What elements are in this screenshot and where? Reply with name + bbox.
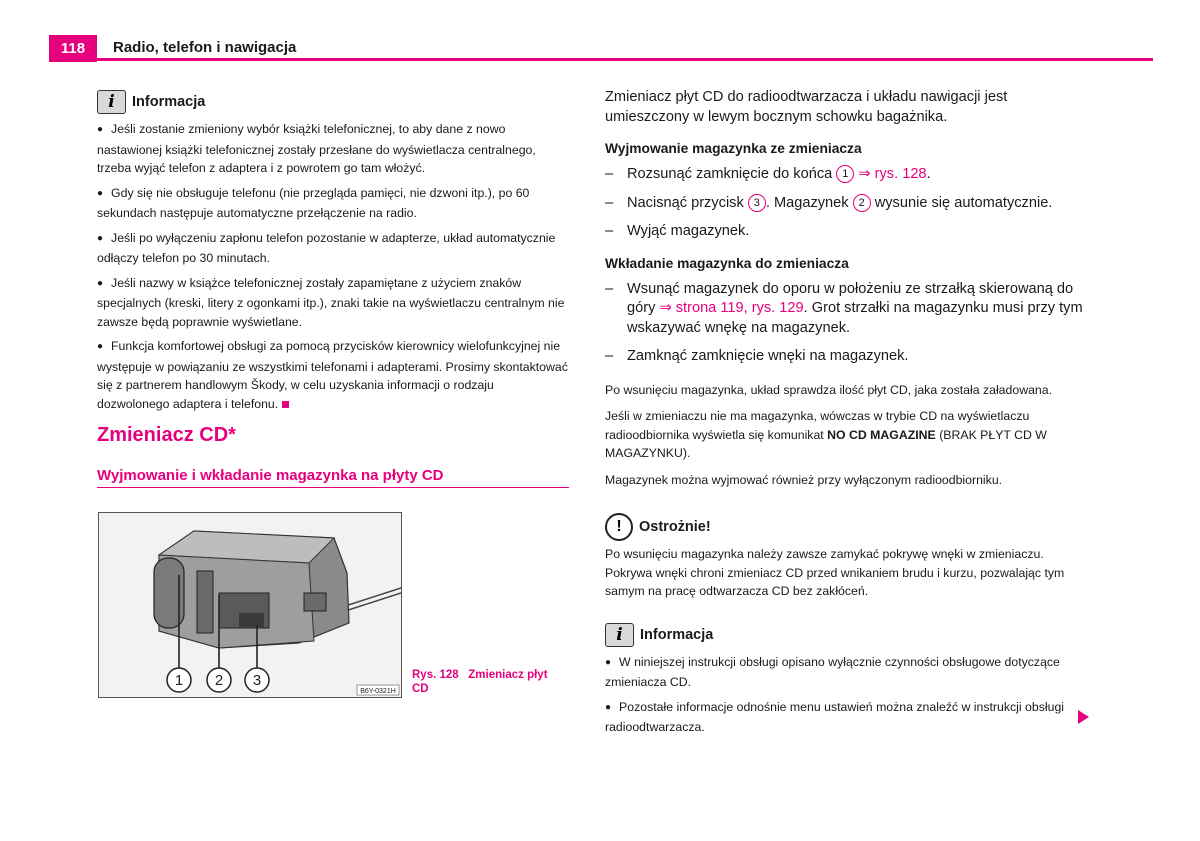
insert-step-1: – Wsunąć magazynek do oporu w położeniu ze strzałką skierowaną do góry ⇒ strona 119, rys. 129. Grot strzałki na magazynku musi przy tym wskazywać wnękę na magazynek.	[605, 280, 1083, 336]
subsection-title: Wyjmowanie i wkładanie magazynka na płyty CD	[97, 467, 444, 484]
paragraph-remove: Magazynek można wyjmować również przy wyłączonym radioodbiorniku.	[605, 472, 1003, 487]
insert-step-2: – Zamknąć zamknięcie wnęki na magazynek.	[605, 348, 909, 364]
callout-2	[207, 668, 231, 692]
info-bullet: ● Jeśli nazwy w książce telefonicznej zostały zapamiętane z użyciem znaków specjalnych (kreski, litery z ogonkami itp.), znaki takie na wyświetlaczu centralnym nie zawsze będą poprawnie wyświetlane.	[97, 275, 565, 329]
caution-text: Po wsunięciu magazynka należy zawsze zamykać pokrywę wnęki w zmieniaczu. Pokrywa wnęki chroni zmieniacz CD przed wnikaniem brudu i kurzu, pozwalając tym samym na pracę odtwarzacza CD bez zakłóceń.	[605, 547, 1065, 598]
removal-step-3: – Wyjąć magazynek.	[605, 223, 750, 239]
subsection-divider	[97, 487, 569, 488]
figure-code: B6Y-0321H	[360, 688, 396, 695]
info-bullet: ● Jeśli po wyłączeniu zapłonu telefon pozostanie w adapterze, układ automatycznie odłączy telefon po 30 minutach.	[97, 230, 556, 265]
left-info-box	[97, 90, 569, 413]
page-link[interactable]: ⇒ strona 119, rys. 129	[659, 300, 804, 316]
figure-caption	[412, 668, 562, 696]
header-divider	[49, 58, 1153, 61]
callout-ref-3: 3	[748, 194, 766, 212]
caution-title: Ostrożnie!	[639, 519, 711, 535]
info-title: Informacja	[132, 94, 206, 110]
end-square-icon	[282, 401, 289, 408]
insert-heading: Wkładanie magazynka do zmieniacza	[605, 255, 849, 271]
svg-text:3: 3	[252, 672, 262, 689]
svg-text:1: 1	[174, 672, 184, 689]
callout-1	[167, 668, 191, 692]
removal-step-2: – Nacisnąć przycisk 3 . Magazynek 2 wysunie się automatycznie.	[605, 194, 1053, 211]
callout-ref-2: 2	[853, 194, 871, 212]
caption-text: Zmieniacz płyt CD	[412, 669, 548, 695]
caption-label: Rys. 128	[412, 669, 459, 681]
display-message: NO CD MAGAZINE	[827, 427, 936, 442]
info-icon: i	[97, 90, 126, 114]
figure-link[interactable]: ⇒ rys. 128	[858, 166, 927, 182]
section-title: Zmieniacz CD*	[97, 424, 236, 446]
chapter-title: Radio, telefon i nawigacja	[113, 39, 297, 56]
continue-arrow-icon	[1078, 710, 1089, 724]
paragraph-check: Po wsunięciu magazynka, układ sprawdza ilość płyt CD, jaka została załadowana.	[605, 382, 1053, 397]
intro-paragraph: Zmieniacz płyt CD do radioodtwarzacza i układu nawigacji jest umieszczony w lewym bocznym schowku bagażnika.	[605, 89, 1008, 125]
callout-ref-1: 1	[836, 165, 854, 183]
removal-heading: Wyjmowanie magazynka ze zmieniacza	[605, 141, 862, 156]
info-bullet: ● Pozostałe informacje odnośnie menu ustawień można znaleźć w instrukcji obsługi radioodtwarzacza.	[605, 699, 1065, 734]
cd-changer-figure	[98, 512, 402, 698]
paragraph-no-magazine: Jeśli w zmieniaczu nie ma magazynka, wówczas w trybie CD na wyświetlaczu radioodbiornika wyświetla się komunikat NO CD MAGAZINE (BRAK PŁYT CD W MAGAZYNKU).	[605, 409, 1047, 460]
cd-changer-illustration	[99, 513, 401, 697]
caution-heading	[605, 513, 1083, 541]
info-bullet: ● W niniejszej instrukcji obsługi opisano wyłącznie czynności obsługowe dotyczące zmieniacza CD.	[605, 654, 1060, 689]
svg-text:2: 2	[214, 672, 224, 689]
right-column	[605, 88, 1083, 737]
info-bullet: ● Funkcja komfortowej obsługi za pomocą przycisków kierownicy wielofunkcyjnej nie występuje w powiązaniu ze wszystkimi telefonami i adapterami. Prosimy skontaktować się z partnerem handlowym Škody, w celu uzyskania informacji o rodzaju dozwolonego adaptera i telefonu.	[97, 339, 568, 411]
info-icon: i	[605, 623, 634, 647]
removal-step-1: – Rozsunąć zamknięcie do końca 1 ⇒ rys. 128.	[605, 166, 931, 182]
callout-3	[245, 668, 269, 692]
info-heading-right	[605, 623, 1083, 647]
page-number: 118	[49, 35, 97, 62]
info-heading	[97, 90, 569, 114]
caution-icon: !	[605, 513, 633, 541]
info-title-right: Informacja	[640, 626, 714, 643]
info-bullet: ● Gdy się nie obsługuje telefonu (nie przegląda pamięci, nie dzwoni itp.), po 60 sekundach następuje automatyczne przełączenie na radio.	[97, 185, 530, 220]
info-bullet: ● Jeśli zostanie zmieniony wybór książki telefonicznej, to aby dane z nowo nastawionej książki telefonicznej zostały przesłane do wyświetlacza centralnego, trzeba wyjąć telefon z adaptera i z powrotem go tam włożyć.	[97, 122, 536, 175]
